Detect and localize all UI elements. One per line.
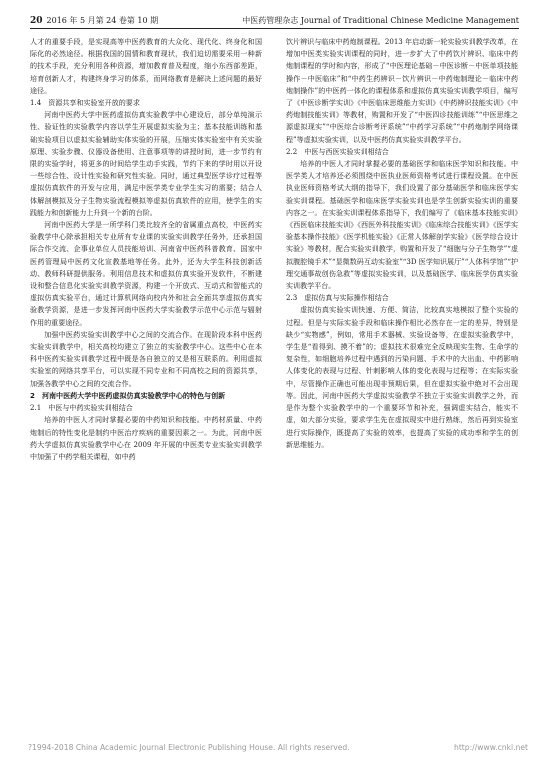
issue-label: 2016 年 5 月第 24 卷第 10 期: [46, 16, 159, 25]
paragraph: 虚拟仿真实验实训快速、方便、简洁，比较真实地模拟了整个实验的过程。但是与实际实验手段和临床操作相比必然存在一定的差异，特别是缺少“实物感”，例如，常用手术器械、实验设备等，在虚拟实验教学中，学生是“看得到、摸不着”的；虚拟技术很难完全反映现实生物、生命学的复杂性，如细胞培养过程中遇到的污染问题、手术中的大出血、中药影响人体变化的表现与过程、针刺影响人体的变化表现与过程等；在实际实验中，尽管操作正确也可能出现非预期后果，但在虚拟实验中绝对不会出现等。因此，河南中医药大学虚拟实验教学不独立于实验实训教学之外，而是作为整个实验教学中的一个重要环节和补充，强调虚实结合，能实不虚，如大部分实验，要求学生先在虚拟现实中进行熟练，然后再到实验室进行实际操作，既提高了实验的效率，也提高了实验的成功率和学生的创新思维能力。: [286, 305, 518, 449]
section-heading-2-3: 2.3 虚拟仿真与实际操作相结合: [286, 293, 389, 303]
section-heading-2: 2 河南中医药大学中医药虚拟仿真实验教学中心的特色与创新: [30, 390, 226, 400]
paragraph: 加强中医药实验实训教学中心之间的交流合作。在现阶段本科中医药实验实训教学中，相关高校均建立了独立的实验教学中心。这些中心在本科中医药实验实训教学过程中既是各自独立的又是相互联系的。利用虚拟实验室的网络共享平台，可以实现不同专业和不同高校之间的资源共享，加强各教学中心之间的交流合作。: [30, 329, 262, 388]
page-number: 20: [30, 16, 43, 26]
header-issue-info: [30, 14, 158, 28]
left-column: [30, 36, 262, 463]
paragraph: 培养的中医人才同时掌握必要的中药知识和技能。中药材质量、中药炮制后的特性变化是制约中医治疗疾病的重要因素之一。为此，河南中医药大学虚拟仿真实验教学中心在 2009 年开展的中医类专业实验实训教学中加强了中药学相关课程，如中药: [30, 415, 262, 461]
paragraph: 培养的中医人才同时掌握必要的基础医学和临床医学知识和技能。中医学类人才培养还必须围绕中医执业医师资格考试进行课程设置。在中医执业医师资格考试大纲的指导下，我们设置了部分基础医学和临床医学实验实训课程。基础医学和临床医学实验实训也是学生创新实验实训的重要内容之一。在实验实训课程体系指导下，我们编写了《临床基本技能实训》《西医临床技能实训》《西医外科技能实训》《临床综合技能实训》《医学实验基本操作技能》《医学机能实验》《正常人体解剖学实验》《医学综合设计实验》等教材，配合实验实训教学，购置和开发了“细胞与分子生物学”“虚拟腹腔镜手术”“显微数码互动实验室”“3D 医学知识展厅”“人体科学馆”“护理交通事故创伤急救”等虚拟实验实训，以及基础医学、临床医学仿真实验实训教学平台。: [286, 159, 518, 291]
footer-url: http://www.cnki.net: [454, 743, 528, 752]
paragraph: 饮片辨识与临床中药炮制课程。2013 年启动新一轮实验实训教学改革，在增加中医类实验实训课程的同时，进一步扩大了中药饮片辨识、临床中药炮制课程的学时和内容，形成了“中医理论基础－中医诊断－中医单项技能操作－中医临床”和“中药生药辨识－饮片辨识－中药炮制理论－临床中药炮制操作”的中医药一体化的课程体系和虚拟仿真实验实训教学项目，编写了《中医诊断学实训》《中医临床思维能力实训》《中药辨识技能实训》《中药炮制技能实训》等教材，购置和开发了“中医四诊技能训练”“中医思维之源虚拟现实”“中医综合诊断考评系统”“中药学习系统”“中药炮制学网络课程”等虚拟实验实训，以及中医药仿真实验实训教学平台。: [286, 37, 518, 144]
journal-title: 中医药管理杂志 Journal of Traditional Chinese Medicine Management: [242, 16, 519, 25]
paragraph: 人才的重要手段，是实现高等中医药教育的大众化、现代化、终身化和国际化的必然途径。根据我国的国情和教育现状，我们迫切需要采用一种新的技术手段，充分利用各种资源，增加教育普及程度，缩小东西部差距，培育创新人才，构建终身学习的体系，而网络教育是解决上述问题的最好途径。: [30, 37, 262, 95]
paragraph: 河南中医药大学是一所学科门类比较齐全的省属重点高校，中医药实验教学中心除承担相关专业所有专业课的实验实训教学任务外，还承担国际合作交流、企事业单位人员技能培训、河南省中医药科普教育、国家中医药管理局中医药文化宣教基地等任务。此外，还为大学生科技创新活动、教师科研提供服务。利用信息技术和虚拟仿真实验开发软件，不断建设和整合信息化实验实训教学资源，构建一个开放式、互动式和智能式的虚拟仿真实验平台，通过计算机网络向校内外和社会全面共享虚拟仿真实验教学资源，是进一步发挥河南中医药大学实验教学示范中心示范与辐射作用的重要途径。: [30, 220, 262, 327]
section-heading-1-4: 1.4 资源共享和实验室开放的要求: [30, 98, 140, 108]
copyright-notice: ?1994-2018 China Academic Journal Electronic Publishing House. All rights reserved.: [28, 743, 350, 752]
page-header: [30, 14, 519, 29]
right-column: [286, 36, 518, 451]
paragraph: 河南中医药大学中医药虚拟仿真实验教学中心建设后，部分单纯演示性、验证性的实验教学内容以学生开展虚拟实验为主；基本技能训练和基础实验项目以虚拟实验辅助实体实验的开展，压缩实体实验室中有关实验原理、实验步骤、仪器设备使用、注意事项等的讲授时间，进一步节约有限的实验学时，将更多的时间给学生动手实践，节约下来的学时用以开设一些综合性、设计性实验和研究性实验。同时，通过典型医学诊疗过程等虚拟仿真软件的开发与应用，满足中医学类专业学生实习的需要；结合人体解剖模拟及分子生物实验流程模拟等虚拟仿真软件的应用，使学生的实践能力和创新能力上升到一个新的台阶。: [30, 110, 262, 217]
section-heading-2-1: 2.1 中医与中药实验实训相结合: [30, 403, 133, 413]
section-heading-2-2: 2.2 中医与西医实验实训相结合: [286, 146, 389, 156]
